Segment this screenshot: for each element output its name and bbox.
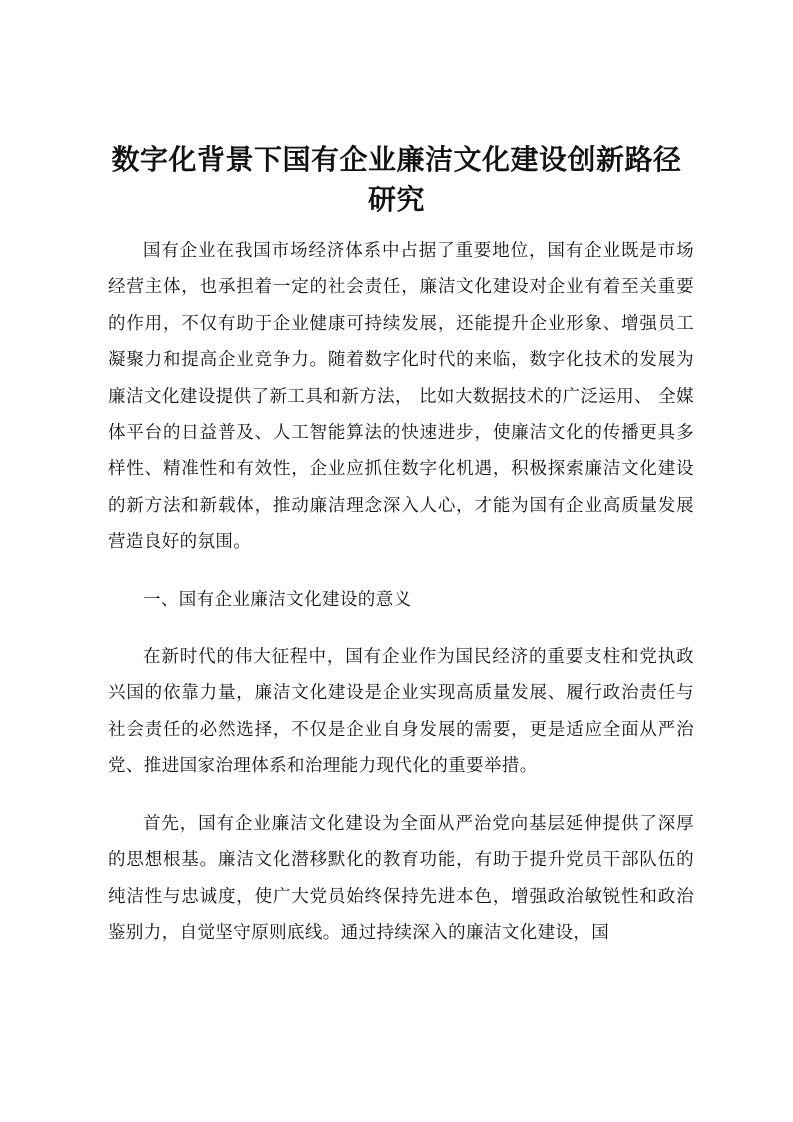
section-heading: 一、国有企业廉洁文化建设的意义 <box>143 589 412 610</box>
paragraph-first-point: 首先，国有企业廉洁文化建设为全面从严治党向基层延伸提供了深厚的思想根基。廉洁文化潜移默化的教育功能，有助于提升党员干部队伍的纯洁性与忠诚度，使广大党员始终保持先进本色，增强政治敏锐性和政治鉴别力，自觉坚守原则底线。通过持续深入的廉洁文化建设，国 <box>108 813 694 943</box>
document-title: 数字化背景下国有企业廉洁文化建设创新路径研究 <box>111 143 682 216</box>
paragraph-significance: 在新时代的伟大征程中，国有企业作为国民经济的重要支柱和党执政兴国的依靠力量，廉洁文化建设是企业实现高质量发展、履行政治责任与社会责任的必然选择，不仅是企业自身发展的需要，更是适应全面从严治党、推进国家治理体系和治理能力现代化的重要举措。 <box>108 647 694 777</box>
document-body <box>108 233 694 972</box>
paragraph-intro: 国有企业在我国市场经济体系中占据了重要地位，国有企业既是市场经营主体，也承担着一定的社会责任，廉洁文化建设对企业有着至关重要的作用，不仅有助于企业健康可持续发展，还能提升企业形象、增强员工凝聚力和提高企业竞争力。随着数字化时代的来临，数字化技术的发展为廉洁文化建设提供了新工具和新方法， 比如大数据技术的广泛运用、 全媒体平台的日益普及、人工智能算法的快速进步，使廉洁文化的传播更具多样性、精准性和有效性，企业应抓住数字化机遇，积极探索廉洁文化建设的新方法和新载体，推动廉洁理念深入人心，才能为国有企业高质量发展营造良好的氛围。 <box>108 241 694 553</box>
